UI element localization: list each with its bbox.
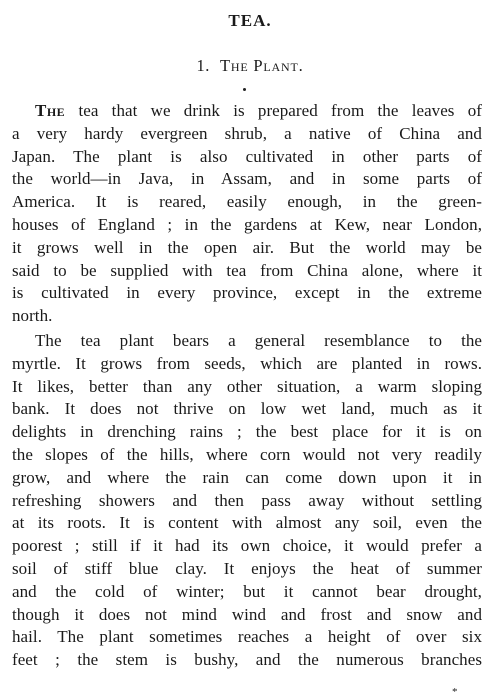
paragraph-line: myrtle. It grows from seeds, which are planted in rows. (12, 353, 482, 373)
paragraph-opening-word: The (35, 101, 66, 120)
paragraph-line: the world—in Java, in Assam, and in some parts of (12, 169, 482, 189)
paragraph-line: though it does not mind wind and frost and snow and (12, 604, 482, 624)
paragraph-line: The tea that we drink is prepared from the leaves of (35, 101, 482, 120)
paragraph-line: the slopes of the hills, where corn would not very readily (12, 444, 482, 464)
paragraph-line: soil of stiff blue clay. It enjoys the heat of summer (12, 558, 482, 578)
paragraph-line: hail. The plant sometimes reaches a height of over six (12, 627, 482, 647)
footnote-asterisk: * (452, 686, 458, 698)
paragraph-line: grow, and where the rain can come down upon it in (12, 467, 482, 487)
paragraph-line: houses of England ; in the gardens at Kew, near London, (12, 214, 482, 234)
paragraph-line: poorest ; still if it had its own choice, it would prefer a (12, 536, 482, 556)
section-number: 1. (196, 56, 211, 75)
section-heading (0, 56, 500, 76)
paragraph-line: bank. It does not thrive on low wet land, much as it (12, 399, 482, 419)
paragraph-line: north. (12, 306, 53, 326)
paragraph-line: and the cold of winter; but it cannot bear drought, (12, 581, 482, 601)
paragraph-line: said to be supplied with tea from China alone, where it (12, 260, 482, 280)
ornament-dot (243, 88, 246, 91)
paragraph-line: It likes, better than any other situation, a warm sloping (12, 376, 482, 396)
paragraph-line: refreshing showers and then pass away without settling (12, 490, 482, 510)
paragraph-line: feet ; the stem is bushy, and the numerous branches (12, 650, 482, 670)
paragraph-line: Japan. The plant is also cultivated in other parts of (12, 146, 482, 166)
section-title: The Plant. (220, 56, 304, 75)
running-title: TEA. (228, 11, 272, 30)
paragraph-line: is cultivated in every province, except in the extreme (12, 283, 482, 303)
paragraph-line: delights in drenching rains ; the best place for it is on (12, 422, 482, 442)
paragraph-line: a very hardy evergreen shrub, a native of China and (12, 123, 482, 143)
paragraph-line: The tea plant bears a general resemblance to the (35, 330, 482, 350)
paragraph-line: at its roots. It is content with almost any soil, even the (12, 513, 482, 533)
paragraph-line: America. It is reared, easily enough, in the green- (12, 192, 482, 212)
body-text (12, 100, 482, 672)
paragraph-line: it grows well in the open air. But the world may be (12, 237, 482, 257)
